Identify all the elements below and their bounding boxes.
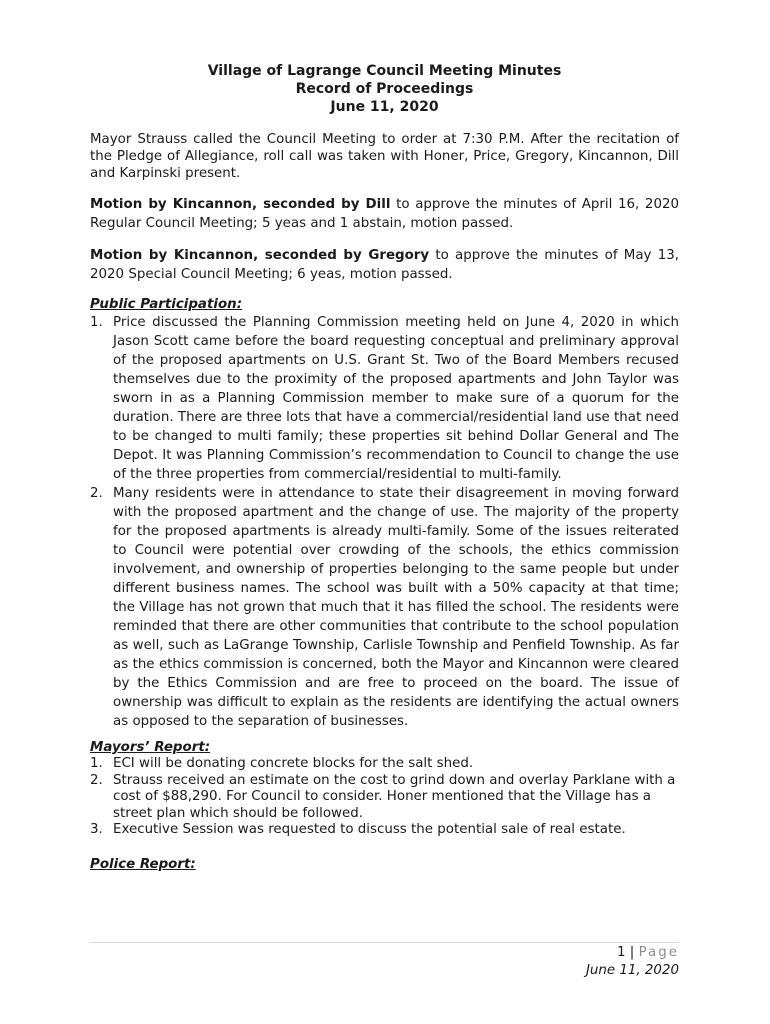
title-line-2: Record of Proceedings [295,81,474,97]
list-item [90,773,679,823]
footer-divider [90,942,679,943]
list-number: 1. [90,756,103,771]
title-line-1: Village of Lagrange Council Meeting Minutes [207,63,562,79]
list-item-text: ECI will be donating concrete blocks for the salt shed. [113,756,474,771]
list-item-text: Many residents were in attendance to state their disagreement in moving forward with the proposed apartment and the change of use. The majority of the property for the proposed apartments is already multi-family. Some of the issues reiterated to Council were potential over crowding of the schools, the ethics commission involvement, and ownership of properties belonging to the same people but under different business names. The school was built with a 50% capacity at that time; the Village has not grown that much that it has filled the school. The residents were reminded that there are other communities that contribute to the school population as well, such as LaGrange Township, Carlisle Township and Penfield Township. As far as the ethics commission is concerned, both the Mayor and Kincannon were cleared by the Ethics Commission and are free to proceed on the board. The issue of ownership was difficult to explain as the residents are identifying the actual owners as opposed to the separation of businesses. [113,486,679,729]
intro-paragraph: Mayor Strauss called the Council Meeting to order at 7:30 P.M. After the recitation of the Pledge of Allegiance, roll call was taken with Honer, Price, Gregory, Kincannon, Dill and Karpinski present. [90,132,679,181]
mayors-report-list [90,756,679,839]
list-item [90,756,679,773]
list-item [90,313,679,484]
list-item [90,822,679,839]
page-indicator [586,944,679,962]
list-item [90,484,679,731]
mayors-report-heading: Mayors’ Report: [90,740,211,755]
motion-paragraph [90,195,679,233]
motion-mover: Motion by Kincannon, seconded by Dill [90,197,391,212]
list-item-text: Executive Session was requested to discuss the potential sale of real estate. [113,822,626,838]
document-title [90,62,679,116]
page-number: 1 [617,945,626,960]
list-item-text: Price discussed the Planning Commission meeting held on June 4, 2020 in which Jason Scott came before the board requesting conceptual and preliminary approval of the proposed apartments on U.S. Grant St. Two of the Board Members recused themselves due to the proximity of the proposed apartments and John Taylor was sworn in as a Planning Commission member to make sure of a quorum for the duration. There are three lots that have a commercial/residential land use that need to be changed to multi family; these properties sit behind Dollar General and The Depot. It was Planning Commission’s recommendation to Council to change the use of the three properties from commercial/residential to multi-family. [113,315,679,482]
motion-text: to approve the minutes of April 16, 2020 Regular Council Meeting; 5 yeas and 1 abstain, motion passed. [90,197,680,231]
page-footer [586,944,679,980]
motion-paragraph [90,246,679,284]
footer-date: June 11, 2020 [585,963,679,978]
public-participation-list [90,313,679,731]
list-item-text: Strauss received an estimate on the cost to grind down and overlay Parklane with a cost of $88,290. For Council to consider. Honer mentioned that the Village has a street plan which should be followed. [113,772,676,821]
list-number: 2. [90,486,103,501]
title-line-3: June 11, 2020 [330,99,439,115]
page-label: Page [638,945,679,960]
public-participation-heading: Public Participation: [90,297,243,312]
list-number: 2. [90,772,103,788]
list-number: 3. [90,822,103,838]
list-number: 1. [90,315,103,330]
motion-text: to approve the minutes of May 13, 2020 Special Council Meeting; 6 yeas, motion passed. [90,248,679,282]
document-page [90,62,679,873]
motion-mover: Motion by Kincannon, seconded by Gregory [90,248,430,263]
page-separator: | [629,945,635,960]
police-report-heading: Police Report: [90,856,196,872]
